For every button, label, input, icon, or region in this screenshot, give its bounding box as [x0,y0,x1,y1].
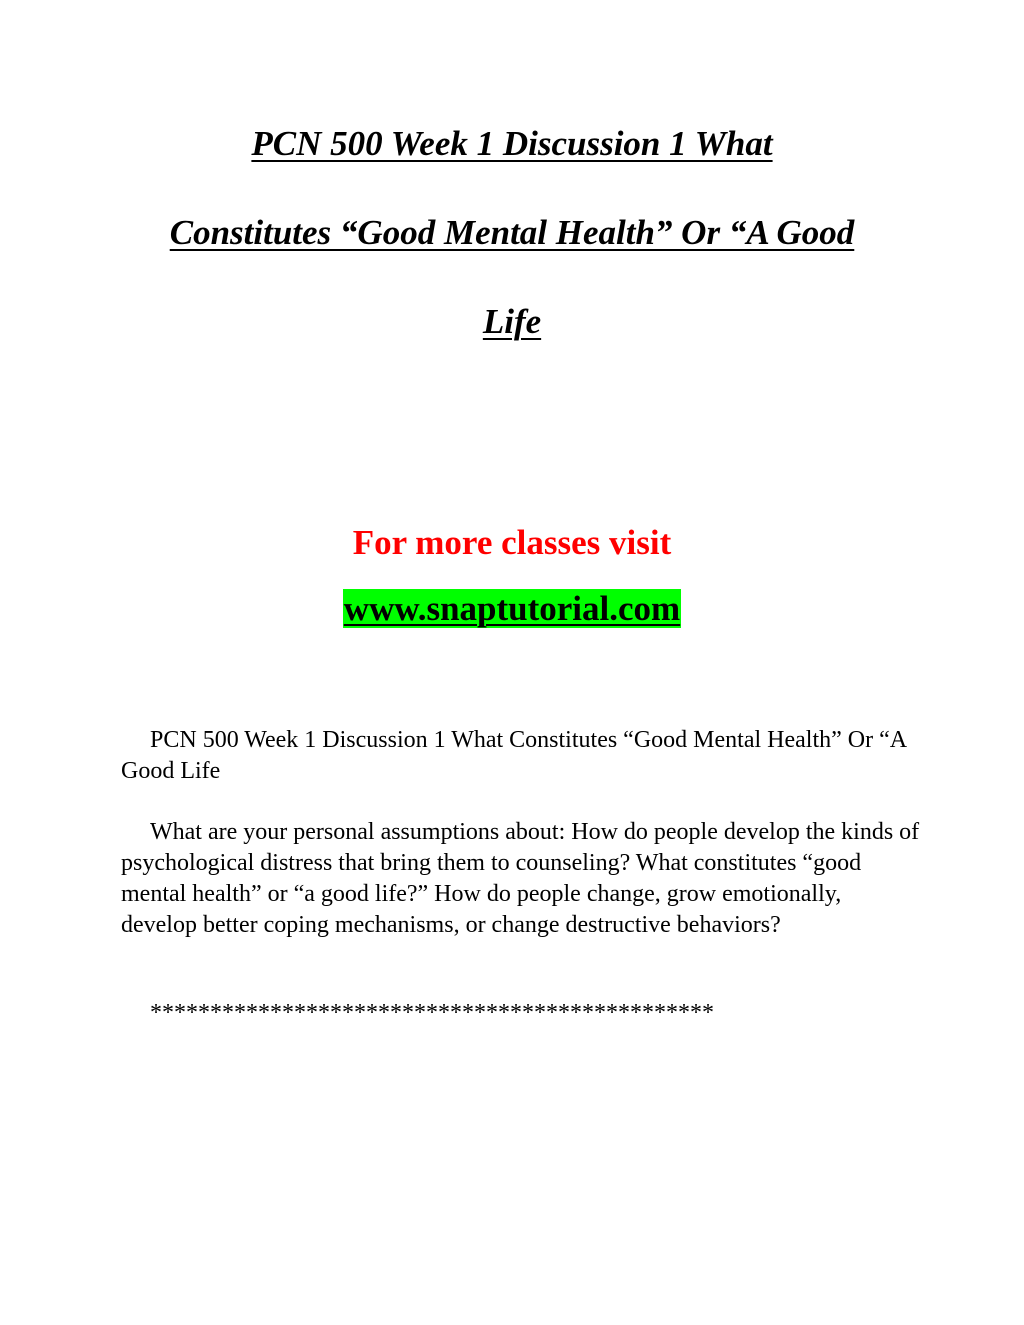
promo-link[interactable]: www.snaptutorial.com [343,589,681,628]
promo-link-container [0,588,1024,630]
title-line-2: Constitutes “Good Mental Health” Or “A Good [169,213,855,252]
title-line-1: PCN 500 Week 1 Discussion 1 What [251,124,773,163]
promo-text: For more classes visit [352,523,672,562]
separator-asterisks: *********************************************** [150,1000,714,1026]
body-paragraph-title: PCN 500 Week 1 Discussion 1 What Constitutes “Good Mental Health” Or “A Good Life [121,727,906,784]
title-line-3: Life [482,302,542,341]
body-paragraph-question: What are your personal assumptions about: How do people develop the kinds of psychological distress that bring them to counseling? What constitutes “good mental health” or “a good life?” How do people change, grow emotionally, develop better coping mechanisms, or change destructive behaviors? [121,819,920,938]
